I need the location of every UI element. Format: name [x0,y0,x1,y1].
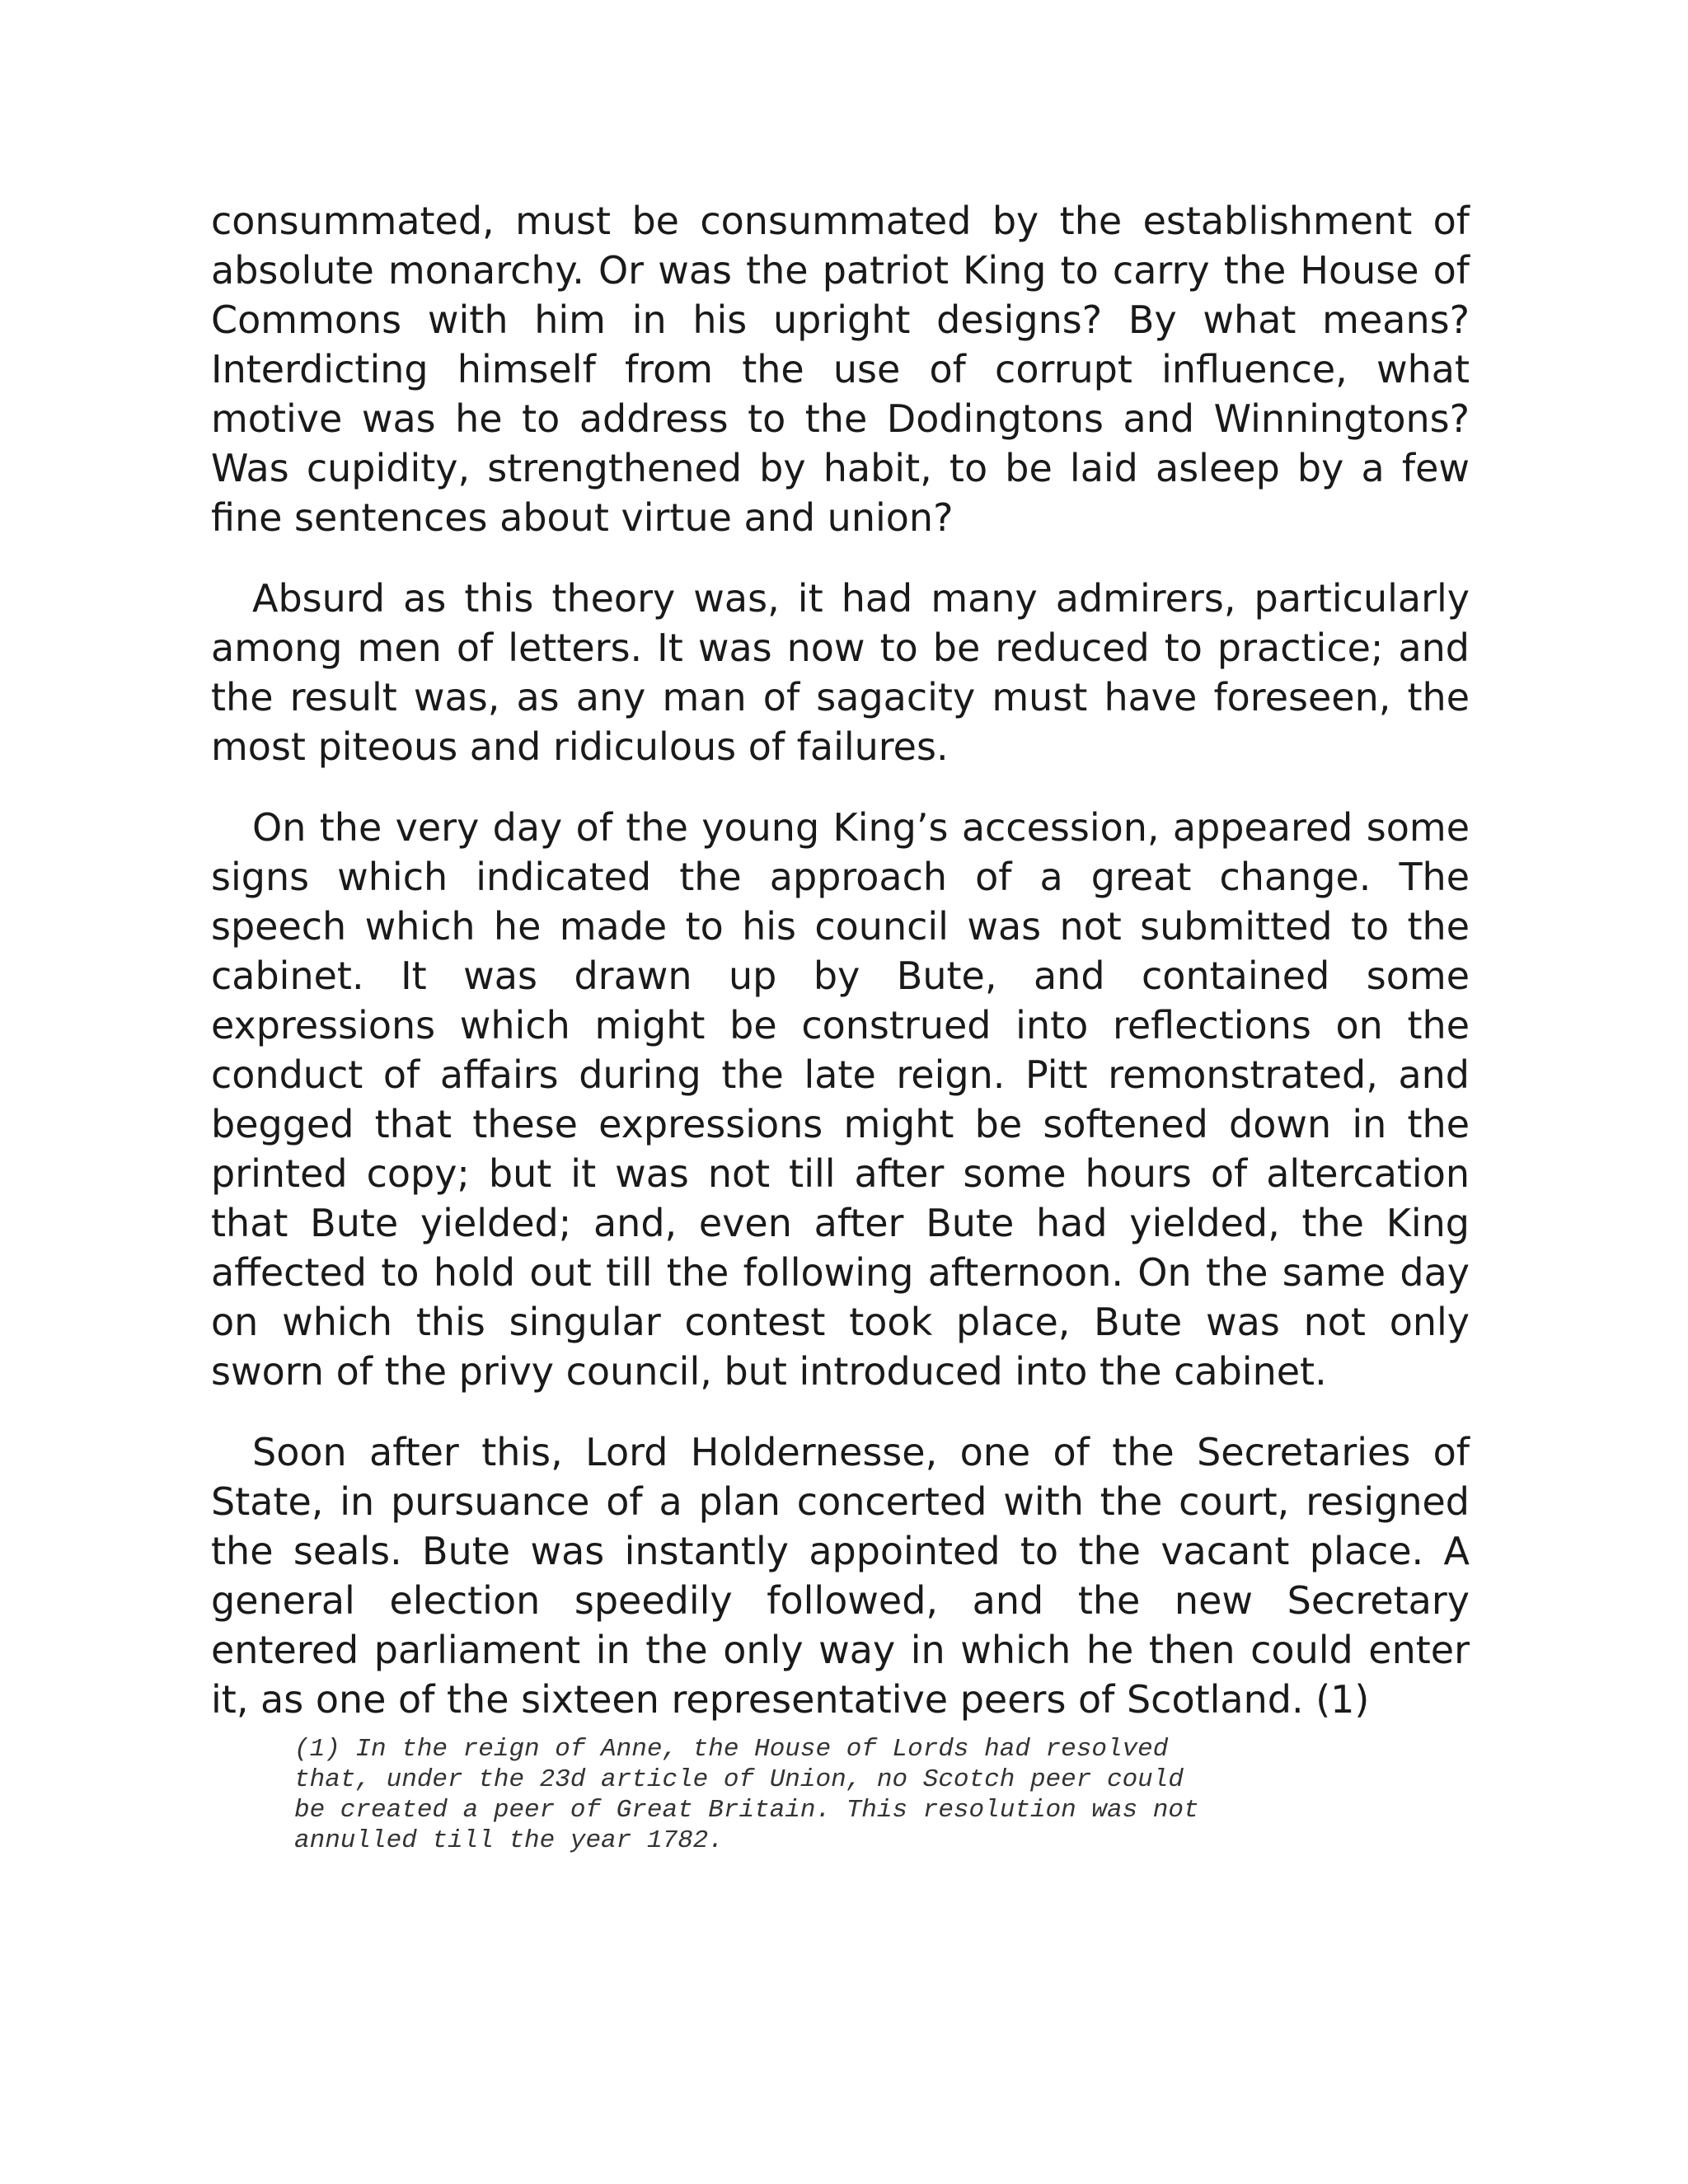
paragraph-2: Absurd as this theory was, it had many admirers, particularly among men of letters. It was now to be reduced to practice; and the result was, as any man of sagacity must have foreseen, the most piteous and ridiculous of failures. [211,576,1470,769]
paragraph-1: consummated, must be consummated by the establishment of absolute monarchy. Or was the patriot King to carry the House of Commons with him in his upright designs? By what means? Interdicting himself from the use of corrupt influence, what motive was he to address to the Dodingtons and Winningtons? Was cupidity, strengthened by habit, to be laid asleep by a few fine sentences about virtue and union? [211,199,1470,540]
paragraph-4: Soon after this, Lord Holdernesse, one of the Secretaries of State, in pursuance of a plan concerted with the court, resigned the seals. Bute was instantly appointed to the vacant place. A general election speedily followed, and the new Secretary entered parliament in the only way in which he then could enter it, as one of the sixteen representative peers of Scotland. (1) [211,1430,1470,1722]
main-text [211,196,1470,1755]
paragraph-3: On the very day of the young King’s accession, appeared some signs which indicated the approach of a great change. The speech which he made to his council was not submitted to the cabinet. It was drawn up by Bute, and contained some expressions which might be construed into reflections on the conduct of affairs during the late reign. Pitt remonstrated, and begged that these expressions might be softened down in the printed copy; but it was not till after some hours of altercation that Bute yielded; and, even after Bute had yielded, the King affected to hold out till the following afternoon. On the same day on which this singular contest took place, Bute was not only sworn of the privy council, but introduced into the cabinet. [211,805,1470,1394]
footnote: (1) In the reign of Anne, the House of Lords had resolved that, under the 23d article of Union, no Scotch peer could be created a peer of Great Britain. This resolution was not annulled till the year 1782. [294,1735,1199,1855]
